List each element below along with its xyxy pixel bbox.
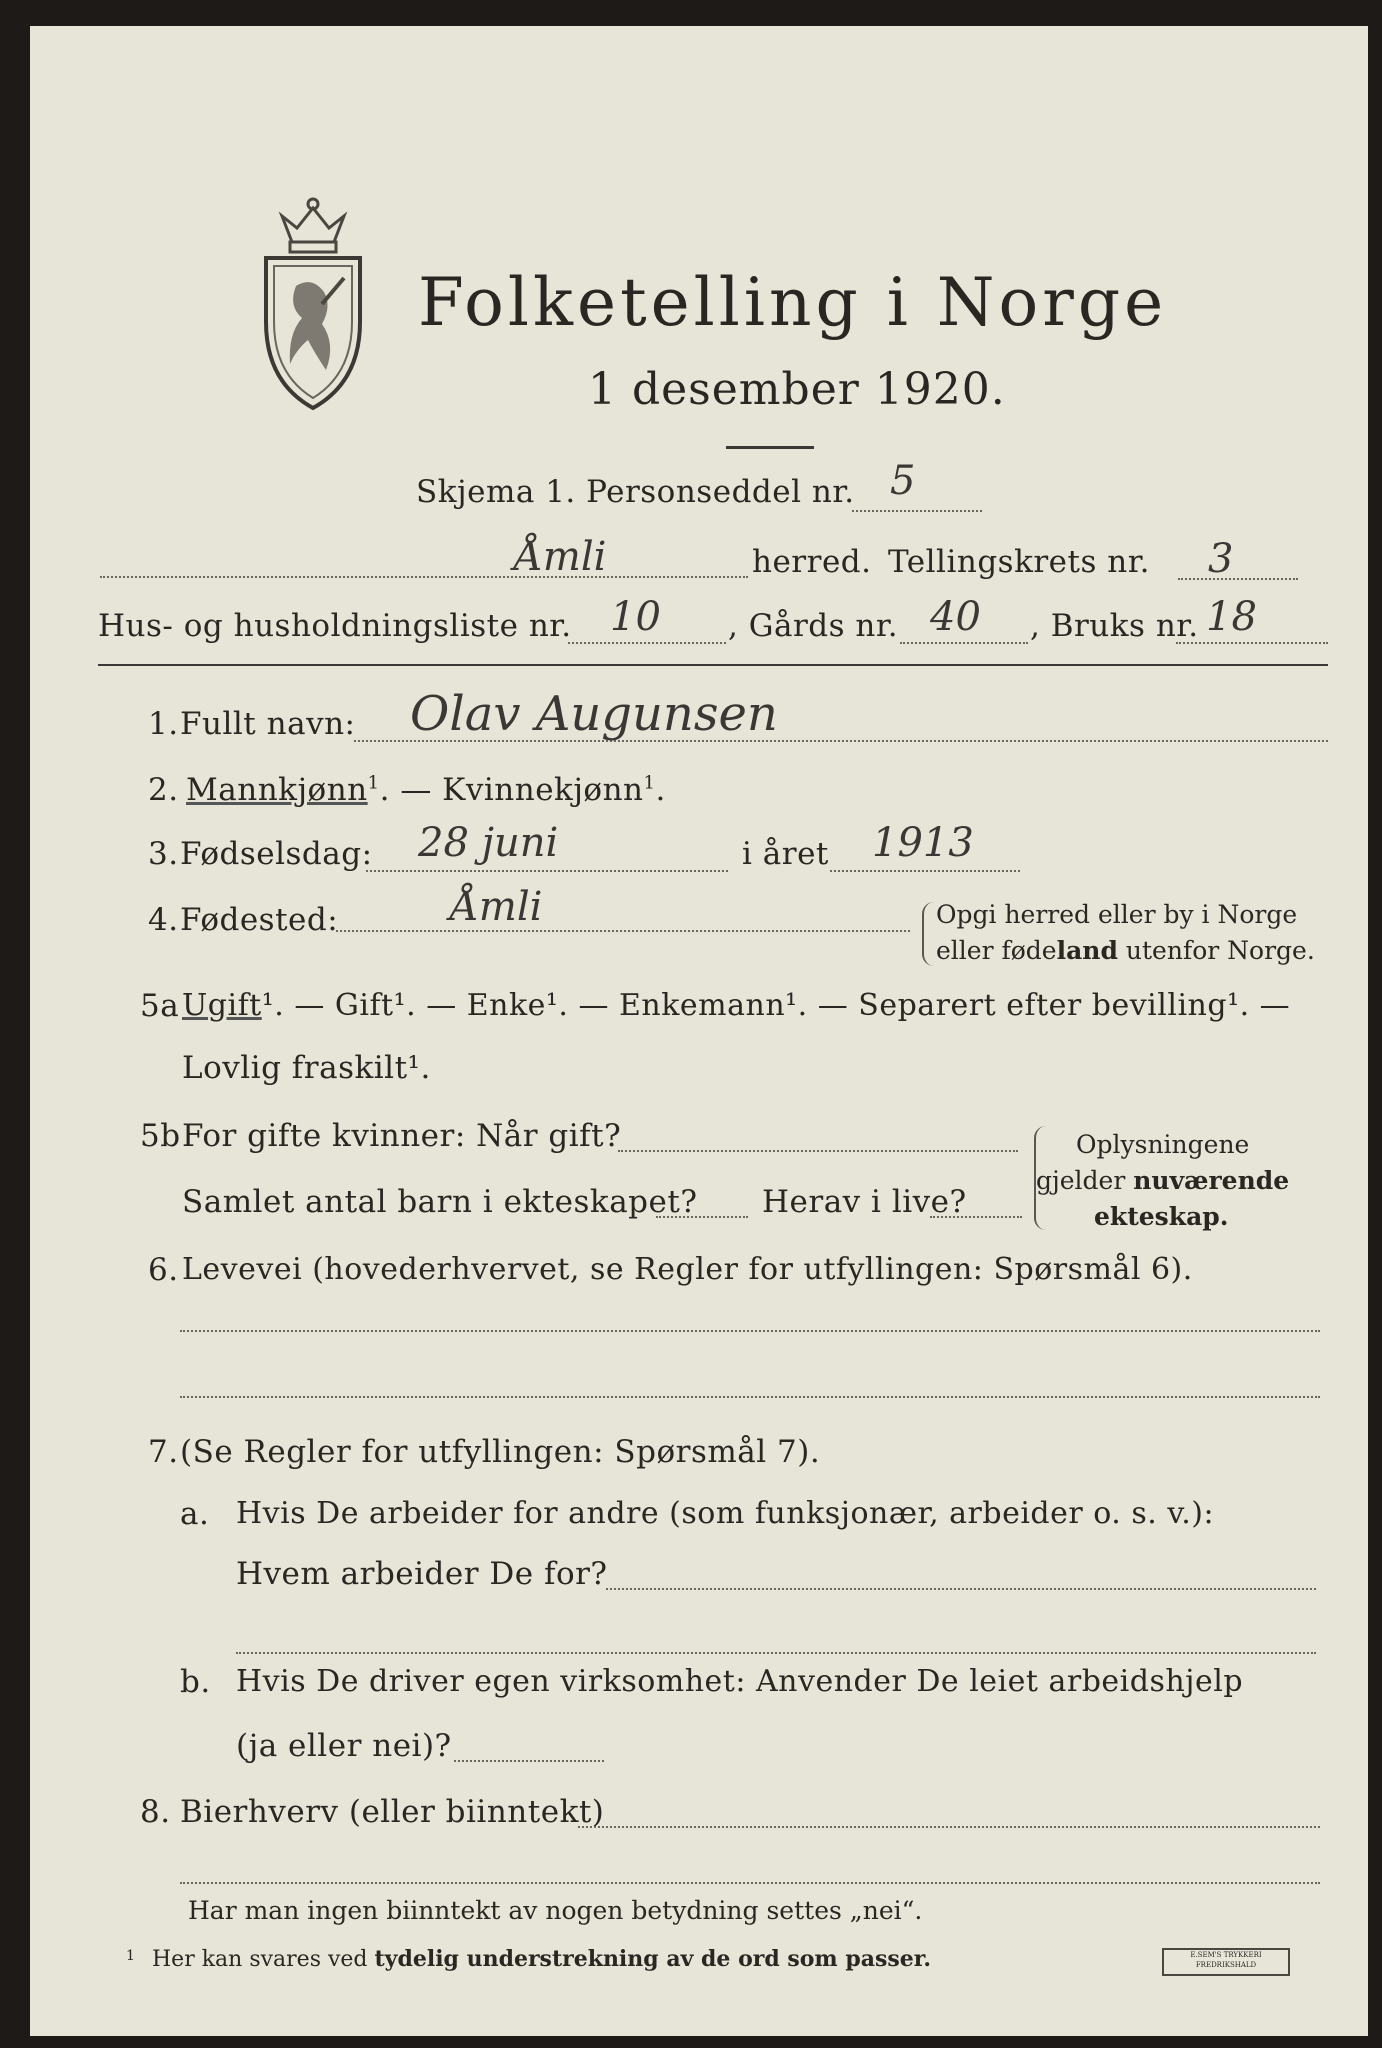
q6-line1: [180, 1330, 1320, 1332]
q5b-note-line2: [1036, 1166, 1289, 1195]
footnote-part1: Her kan svares ved: [152, 1947, 375, 1972]
q7a-number: a.: [180, 1496, 210, 1532]
q7b-line: [454, 1760, 604, 1762]
q7-label: (Se Regler for utfyllingen: Spørsmål 7).: [180, 1434, 821, 1470]
header-rule: [98, 664, 1328, 666]
tellingskrets-label: Tellingskrets nr.: [888, 544, 1150, 580]
q5b-barn-line: [656, 1216, 748, 1218]
q5a-line2: Lovlig fraskilt¹.: [182, 1050, 431, 1086]
q3-year-line: [830, 870, 1020, 872]
q7a-line-extra: [236, 1652, 1316, 1654]
birth-day-value: 28 juni: [418, 820, 559, 866]
tellingskrets-line: [1178, 578, 1298, 580]
q7b-line1: Hvis De driver egen virksomhet: Anvender De leiet arbeidshjelp: [236, 1664, 1244, 1699]
no-income-note: Har man ingen biinntekt av nogen betydning settes „nei“.: [188, 1896, 923, 1925]
q1-number: 1.: [148, 706, 179, 742]
q4-note-part2: land: [1056, 936, 1118, 965]
gender-end: .: [655, 772, 666, 808]
census-form-sheet: [30, 26, 1368, 2036]
q6-line2: [180, 1396, 1320, 1398]
gender-female-footnote: 1: [643, 772, 656, 794]
q7a-line1: Hvis De arbeider for andre (som funksjonær, arbeider o. s. v.):: [236, 1496, 1215, 1531]
q5b-line2: Samlet antal barn i ekteskapet?: [182, 1184, 698, 1220]
hus-label: Hus- og husholdningsliste nr.: [98, 608, 572, 644]
birthplace-value: Åmli: [450, 884, 543, 930]
q6-label: Levevei (hovederhvervet, se Regler for utfyllingen: Spørsmål 6).: [182, 1252, 1193, 1287]
q4-note-line1: Opgi herred eller by i Norge: [936, 900, 1298, 929]
q3-year-label: i året: [742, 836, 829, 872]
q5b-note-part2: nuværende: [1133, 1166, 1290, 1195]
q8-line2: [180, 1882, 1320, 1884]
herred-value: Åmli: [514, 534, 607, 580]
q5b-number: 5b: [140, 1118, 181, 1154]
gender-male: Mannkjønn: [186, 772, 368, 808]
census-date: 1 desember 1920.: [588, 364, 1006, 415]
herred-label: herred.: [752, 544, 872, 580]
gender-separator: . —: [379, 772, 443, 808]
q7a-line2: Hvem arbeider De for?: [236, 1556, 608, 1592]
q8-number: 8.: [140, 1794, 171, 1830]
q5a-options: [182, 988, 1290, 1023]
q8-label: Bierhverv (eller biinntekt): [180, 1794, 605, 1830]
gender-female: Kvinnekjønn: [442, 772, 644, 808]
birth-year-value: 1913: [872, 820, 974, 866]
gards-label: , Gårds nr.: [728, 608, 899, 644]
printer-line1: E.SEM'S TRYKKERI: [1190, 1951, 1262, 1959]
q7-number: 7.: [148, 1434, 179, 1470]
q5b-herav: Herav i live?: [762, 1184, 967, 1220]
q4-note-line2: [936, 936, 1315, 965]
gards-line: [900, 642, 1028, 644]
q3-number: 3.: [148, 836, 179, 872]
marital-other-options: ¹. — Gift¹. — Enke¹. — Enkemann¹. — Separert efter bevilling¹. —: [261, 988, 1291, 1023]
q5b-line1: For gifte kvinner: Når gift?: [182, 1118, 622, 1154]
q7a-line: [606, 1588, 1316, 1590]
q7b-line2: (ja eller nei)?: [236, 1728, 452, 1764]
q4-note-part3: utenfor Norge.: [1117, 936, 1315, 965]
gender-options: [186, 772, 666, 808]
q3-day-line: [366, 870, 728, 872]
q1-label: Fullt navn:: [180, 706, 356, 742]
herred-line: [100, 576, 748, 578]
q5b-note-line3: ekteskap.: [1094, 1202, 1229, 1231]
bruks-label: , Bruks nr.: [1030, 608, 1199, 644]
q5b-note-part1: gjelder: [1036, 1166, 1134, 1195]
q8-line1: [578, 1826, 1320, 1828]
q5b-note-line1: Oplysningene: [1076, 1130, 1250, 1159]
printer-stamp: [1162, 1948, 1290, 1976]
q4-brace: [922, 902, 934, 966]
hus-value: 10: [610, 594, 661, 640]
q6-number: 6.: [148, 1252, 179, 1288]
q5b-gift-line: [618, 1150, 1018, 1152]
tellingskrets-nr: 3: [1208, 536, 1234, 582]
title-divider: [726, 446, 814, 449]
personseddel-nr: 5: [890, 458, 916, 504]
footnote-text: [152, 1946, 931, 1972]
bruks-line: [1176, 642, 1328, 644]
marital-ugift: Ugift: [182, 988, 262, 1023]
q2-number: 2.: [148, 772, 179, 808]
q5a-number: 5a: [140, 988, 180, 1024]
q4-number: 4.: [148, 902, 179, 938]
form-title: Folketelling i Norge: [418, 264, 1168, 341]
q7b-number: b.: [180, 1664, 211, 1700]
gards-nr: 40: [930, 594, 981, 640]
q4-note-part1: eller føde: [936, 936, 1057, 965]
footnote-mark: 1: [126, 1948, 135, 1964]
hus-line: [568, 642, 726, 644]
bruks-nr: 18: [1206, 594, 1257, 640]
q4-line: [336, 930, 910, 932]
full-name-value: Olav Augunsen: [410, 686, 778, 742]
q3-label: Fødselsdag:: [180, 836, 373, 872]
printer-line2: FREDRIKSHALD: [1195, 1961, 1257, 1969]
q4-label: Fødested:: [180, 902, 339, 938]
footnote-part2: tydelig understrekning av de ord som passer.: [374, 1946, 932, 1972]
personseddel-line: [852, 510, 982, 512]
norwegian-coat-of-arms-icon: [252, 194, 374, 416]
gender-male-footnote: 1: [367, 772, 380, 794]
q5b-herav-line: [930, 1216, 1022, 1218]
schema-label: Skjema 1. Personseddel nr.: [416, 474, 855, 510]
